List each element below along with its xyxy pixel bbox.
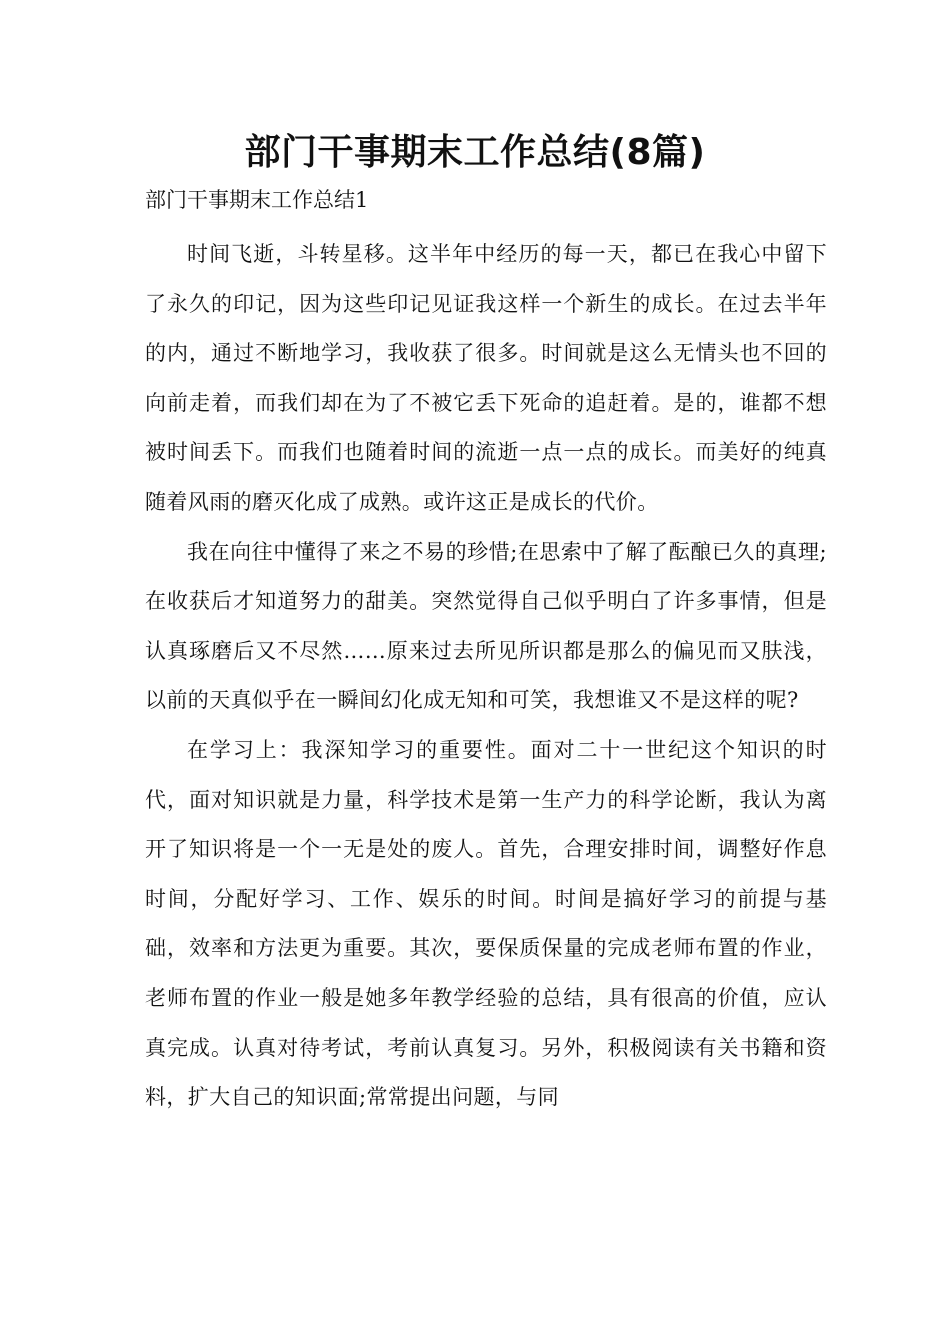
paragraph: 在学习上：我深知学习的重要性。面对二十一世纪这个知识的时代，面对知识就是力量，科学技术是第一生产力的科学论断，我认为离开了知识将是一个一无是处的废人。首先，合理安排时间，调整好作息时间，分配好学习、工作、娱乐的时间。时间是搞好学习的前提与基础，效率和方法更为重要。其次，要保质保量的完成老师布置的作业，老师布置的作业一般是她多年教学经验的总结，具有很高的价值，应认真完成。认真对待考试，考前认真复习。另外，积极阅读有关书籍和资料，扩大自己的知识面;常常提出问题，与同 [145,737,827,1110]
paragraph: 时间飞逝，斗转星移。这半年中经历的每一天，都已在我心中留下了永久的印记，因为这些印记见证我这样一个新生的成长。在过去半年的内，通过不断地学习，我收获了很多。时间就是这么无情头也不回的向前走着，而我们却在为了不被它丢下死命的追赶着。是的，谁都不想被时间丢下。而我们也随着时间的流逝一点一点的成长。而美好的纯真随着风雨的磨灭化成了成熟。或许这正是成长的代价。 [145,242,827,514]
document-body [145,230,827,1123]
section-heading: 部门干事期末工作总结1 [145,188,369,212]
document-title: 部门干事期末工作总结(8篇) [244,132,706,173]
paragraph: 我在向往中懂得了来之不易的珍惜;在思索中了解了酝酿已久的真理;在收获后才知道努力的甜美。突然觉得自己似乎明白了许多事情，但是认真琢磨后又不尽然……原来过去所见所识都是那么的偏见而又肤浅，以前的天真似乎在一瞬间幻化成无知和可笑，我想谁又不是这样的呢? [145,539,827,713]
